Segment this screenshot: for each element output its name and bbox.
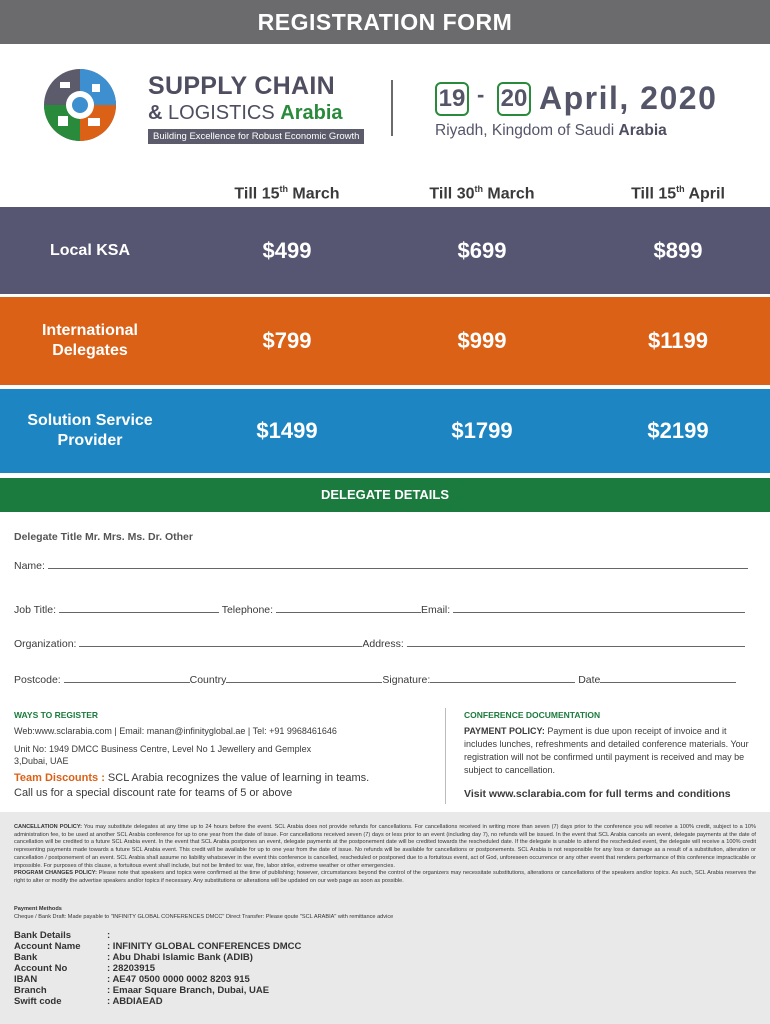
date-dash: - [477,82,485,107]
website-link[interactable]: Visit www.sclarabia.com for full terms and conditions [464,788,731,800]
price-col-header-3: Till 15th April [631,184,725,203]
title-bar [0,0,770,44]
price-row-provider [0,389,770,473]
row-label: Local KSA [49,241,130,259]
country-field[interactable] [226,672,382,683]
event-logo [40,62,370,152]
address-label: Address: [362,638,404,650]
policy-text [14,824,756,886]
location-text: Riyadh, Kingdom of Saudi [435,122,615,139]
row-label: International Delegates [41,322,138,359]
team-discounts [14,771,434,802]
email-label: Email: [421,604,451,616]
signature-label: Signature: [382,674,431,686]
bank-row: Branch : Emaar Square Branch, Dubai, UAE [14,985,270,996]
logo-amp: & [148,102,163,124]
payment-policy-text: Payment is due upon receipt of invoice and it includes lunches, refreshments and detailed conference materials. Your registration will not be confirmed until payment is received and may be subject to cancellation. [464,726,749,776]
organization-label: Organization: [14,638,77,650]
location-accent: Arabia [618,122,667,139]
team-discount-text: SCL Arabia recognizes the value of learning in teams. [104,772,370,784]
cancellation-label: CANCELLATION POLICY: [14,824,82,830]
email-field[interactable] [453,602,745,613]
row-label: Solution Service Provider [27,412,153,449]
price-cell: $1799 [451,418,513,443]
date-field[interactable] [600,672,736,683]
delegate-details-bar [0,478,770,512]
postcode-row [14,672,736,686]
payment-policy-label: PAYMENT POLICY: [464,726,545,736]
program-changes-label: PROGRAM CHANGES POLICY: [14,870,97,877]
price-col-header-1: Till 15th March [234,184,340,203]
conference-documentation [464,710,759,800]
price-cell: $1199 [648,328,708,353]
ways-to-register [14,710,414,771]
org-row [14,636,745,650]
date-end: 20 [497,82,531,116]
page-title: REGISTRATION FORM [257,9,513,35]
organization-field[interactable] [79,636,362,647]
conference-heading: CONFERENCE DOCUMENTATION [464,710,601,720]
logo-tagline: Building Excellence for Robust Economic Growth [148,129,364,144]
logo-word: LOGISTICS [168,102,275,124]
job-title-field[interactable] [59,602,219,613]
contact-line: Web:www.sclarabia.com | Email: manan@infinityglobal.ae | Tel: +91 9968461646 [14,726,337,736]
address-field[interactable] [407,636,745,647]
phone-label: Telephone: [221,604,274,616]
price-cell: $1499 [256,418,318,443]
address-line-2: 3,Dubai, UAE [14,756,69,766]
name-label: Name: [14,560,45,572]
price-cell: $799 [262,328,312,353]
price-cell: $2199 [647,418,709,443]
postcode-field[interactable] [64,672,190,683]
address-line-1: Unit No: 1949 DMCC Business Centre, Level No 1 Jewellery and Gemplex [14,744,312,754]
postcode-label: Postcode: [14,674,61,686]
program-changes-text: Please note that speakers and topics were confirmed at the time of publishing; however, circumstances beyond the control of the organizers may necessitate substitutions, alterations or cancellations of the speakers and/or topics. As such, SCL Arabia reserves the right to alter or modify the advertise speakers and/or topics if necessary. Any substitutions or alterations will be updated on our web page as soon as possible. [14,870,757,885]
logo-accent: Arabia [280,102,343,124]
date-label: Date [578,674,601,686]
job-label: Job Title: [14,604,57,616]
signature-field[interactable] [430,672,575,683]
job-row [14,602,745,616]
country-label: Country [189,674,227,686]
ways-heading: WAYS TO REGISTER [14,710,99,720]
name-field[interactable] [48,558,748,569]
info-divider [445,708,446,804]
section-heading: DELEGATE DETAILS [320,487,450,502]
date-start: 19 [435,82,469,116]
bank-row: Account No : 28203915 [14,963,156,974]
date-month-year: April, 2020 [539,80,718,116]
bank-row: Account Name : INFINITY GLOBAL CONFERENCES DMCC [14,941,302,952]
event-location [435,122,667,140]
delegate-title-options: Delegate Title Mr. Mrs. Ms. Dr. Other [14,531,193,543]
bank-row: Bank : Abu Dhabi Islamic Bank (ADIB) [14,952,253,963]
bank-row: Bank Details : [14,930,111,941]
cancellation-text: You may substitute delegates at any time up to 24 hours before the event. SCL Arabia does not provide refunds for cancellations. For cancellations received in writing more than seven (7) days prior to the conference you will receive a 100% credit, subject to a 10% administration fee, to be used at another SCL Arabia conference for up to one year from the date of issue. For cancellations received seven (7) days or less prior to an event (including day 7), no refunds will be issued. In the event that SCL Arabia cancels an event, delegate payments at the date of cancellation will be credited to a future SCL Arabia event. In the event that SCL Arabia postpones an event, delegate payments at the postponement date will be credited towards the rescheduled date. If the delegate is unable to attend the rescheduled event, the delegate will receive a 100% credit representing payments made towards a future SCL Arabia event. This credit will be available for up to one year from the date of issue. No refunds will be available for cancellations or postponements. SCL Arabia is not responsible for any loss or damage as a result of a substitution, alteration or cancellation / postponement of an event. SCL Arabia shall assume no liability whatsoever in the event this conference is cancelled, rescheduled or postponed due to a fortuitous event, act of God, unforeseen occurrence or any other event that renders performance of this conference impracticable or impossible. For purposes of this clause, a fortuitous event shall include, but not be limited to: war, fire, labor strike, extreme weather or other emergencies. [14,824,756,869]
team-discount-text-2: Call us for a special discount rate for teams of 5 or above [14,787,293,800]
bank-details [14,930,414,1007]
header-divider [391,80,393,136]
price-row-international [0,297,770,385]
payment-methods-text: Cheque / Bank Draft: Made payable to "INFINITY GLOBAL CONFERENCES DMCC" Direct Transfer: Please qoute "SCL ARABIA" with remittance advice [14,914,394,921]
payment-methods [14,905,756,922]
price-cell: $699 [457,237,507,263]
logo-emblem-icon [40,64,148,146]
name-row [14,558,748,572]
price-cell: $899 [653,237,703,263]
team-discount-label: Team Discounts : [14,772,105,784]
price-cell: $999 [457,328,507,353]
telephone-field[interactable] [276,602,421,613]
logo-title: SUPPLY CHAIN [148,72,335,100]
bank-row: Swift code : ABDIAEAD [14,996,163,1007]
price-col-header-2: Till 30th March [429,184,535,203]
price-row-local [0,207,770,294]
price-cell: $499 [262,237,312,263]
bank-row: IBAN : AE47 0500 0000 0002 8203 915 [14,974,250,985]
logo-subtitle [148,102,343,125]
payment-methods-label: Payment Methods [14,906,62,912]
event-dates [435,80,735,150]
payment-policy [464,725,759,777]
